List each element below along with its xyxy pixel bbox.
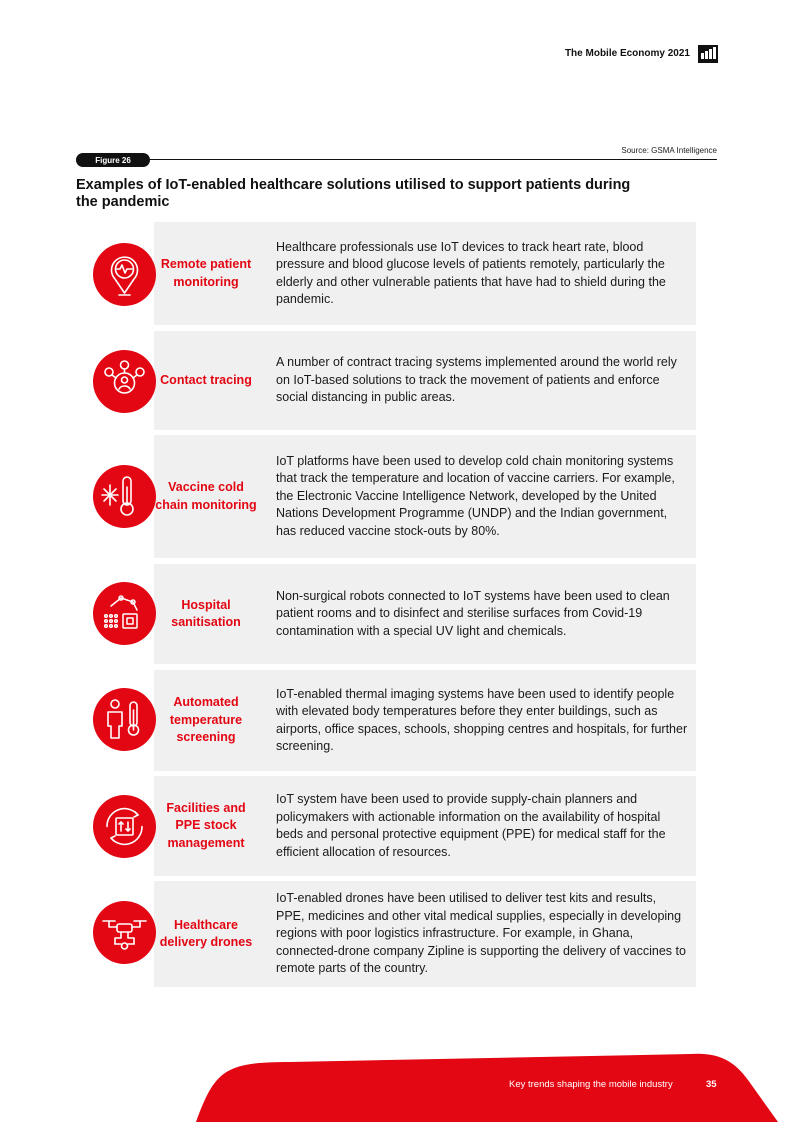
item-label: Contact tracing <box>160 372 252 387</box>
figure-title: Examples of IoT-enabled healthcare solutions utilised to support patients during the pandemic <box>76 177 631 210</box>
item-description: IoT-enabled thermal imaging systems have been used to identify people with elevated body temperatures before they enter buildings, such as airports, office spaces, schools, shopping centres and hospitals, for further screening. <box>276 686 688 753</box>
item-label: Healthcare delivery drones <box>159 917 253 949</box>
heart-monitor-pin-icon <box>93 243 156 306</box>
figure-label: Figure 26 <box>76 153 150 167</box>
person-thermometer-icon <box>93 688 156 751</box>
document-title: The Mobile Economy 2021 <box>564 48 690 59</box>
robot-arm-chip-icon <box>93 582 156 645</box>
item-description: IoT platforms have been used to develop cold chain monitoring systems that track the temperature and location of vaccine carriers. For example, the Electronic Vaccine Intelligence Network, developed by the United Nations Development Programme (UNDP) and the Indian government, has reduced vaccine stock-outs by 80%. <box>276 453 675 538</box>
item-label: Remote patient monitoring <box>160 257 252 289</box>
item-label: Vaccine cold chain monitoring <box>155 480 257 512</box>
item-label: Facilities and PPE stock management <box>166 800 246 850</box>
item-label: Automated temperature screening <box>169 695 243 745</box>
figure-divider <box>76 159 717 160</box>
supply-cycle-icon <box>93 795 156 858</box>
snowflake-thermometer-icon <box>93 465 156 528</box>
page-number: 35 <box>706 1079 717 1090</box>
figure-source: Source: GSMA Intelligence <box>621 146 717 155</box>
item-description: A number of contract tracing systems implemented around the world rely on IoT-based solutions to track the movement of patients and enforce social distancing in public areas. <box>276 355 677 405</box>
item-description: IoT system have been used to provide supply-chain planners and policymakers with actionable information on the availability of hospital beds and personal protective equipment (PPE) for medical staff for the efficient allocation of resources. <box>276 792 666 859</box>
item-description: Non-surgical robots connected to IoT systems have been used to clean patient rooms and to disinfect and sterilise surfaces from Covid-19 contamination with a special UV light and chemicals. <box>276 588 670 638</box>
item-description: IoT-enabled drones have been utilised to deliver test kits and results, PPE, medicines and other vital medical supplies, especially in developing regions with poor logistics infrastructure. For example, in Ghana, connected-drone company Zipline is supporting the delivery of vaccines to remote parts of the country. <box>276 891 686 976</box>
footer-band <box>0 1040 793 1122</box>
item-label: Hospital sanitisation <box>171 597 241 629</box>
people-network-icon <box>93 350 156 413</box>
item-description: Healthcare professionals use IoT devices to track heart rate, blood pressure and blood glucose levels of patients remotely, particularly the elderly and other vulnerable patients that have had to shield during the pandemic. <box>276 239 666 306</box>
footer-section: Key trends shaping the mobile industry <box>509 1079 673 1090</box>
drone-icon <box>93 901 156 964</box>
gsma-logo-icon <box>698 45 718 63</box>
